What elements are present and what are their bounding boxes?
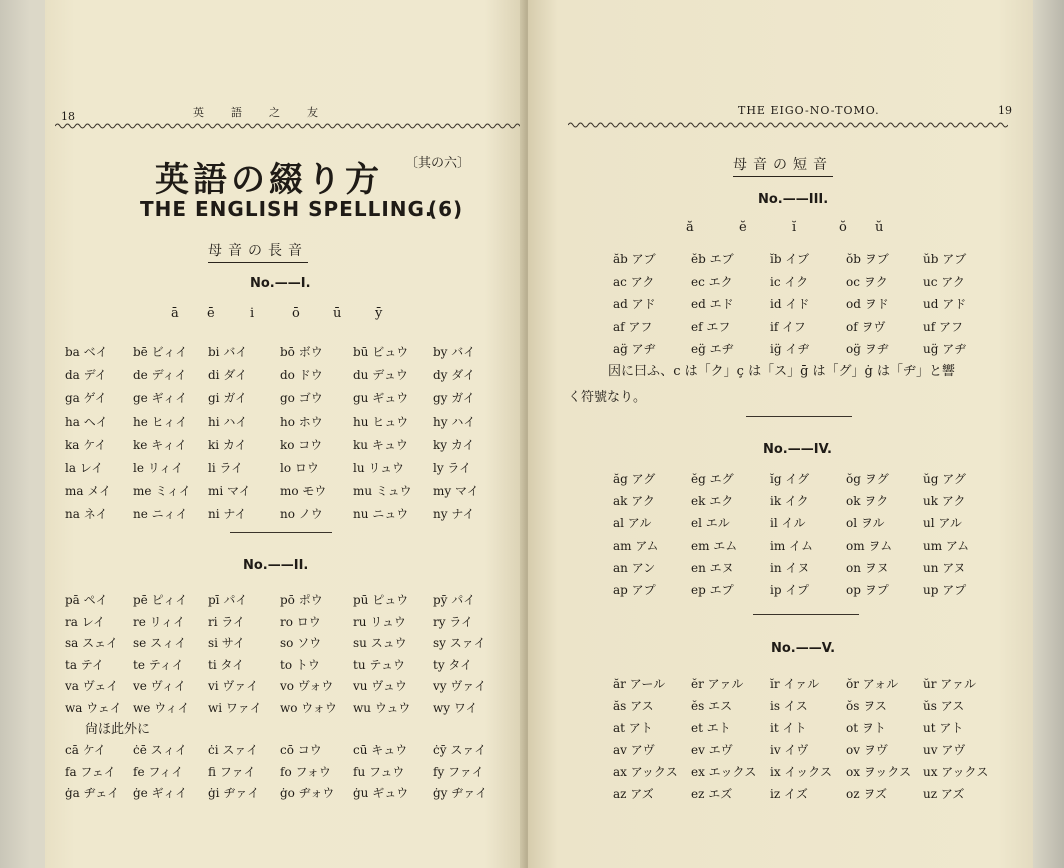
vowel-label: ĕ [739, 220, 747, 235]
syllable-cell: ul アル [923, 516, 962, 531]
syllable-cell: uf アフ [923, 319, 963, 334]
syllable-cell: an アン [613, 560, 656, 575]
syllable-cell: ĕb エブ [691, 252, 734, 266]
note-line-2: く符號なり。 [568, 390, 647, 405]
note-line-1: 因に曰ふ、c は「ク」ç は「ス」ḡ は「グ」ġ は「ヂ」と響 [608, 364, 955, 379]
syllable-cell: ĭr イァル [770, 677, 820, 691]
syllable-cell: mu ミュウ [353, 484, 412, 499]
syllable-cell: se スィイ [133, 636, 187, 650]
syllable-cell: ŏr アォル [846, 677, 899, 691]
syllable-cell: uk アク [923, 494, 966, 509]
title-english-number: (6) [428, 197, 464, 221]
syllable-cell: ud アド [923, 297, 967, 311]
syllable-cell: by バイ [433, 345, 476, 359]
syllable-cell: nu ニュウ [353, 507, 409, 522]
syllable-cell: go ゴウ [280, 391, 323, 406]
syllable-cell: ek エク [691, 494, 734, 509]
syllable-cell: bi バイ [208, 345, 248, 359]
syllable-cell: hu ヒュウ [353, 414, 409, 429]
syllable-cell: hi ハイ [208, 414, 248, 429]
syllable-cell: al アル [613, 516, 652, 531]
syllable-cell: il イル [770, 516, 806, 531]
syllable-cell: gu ギュウ [353, 391, 409, 406]
syllable-cell: tu テュウ [353, 657, 406, 672]
syllable-cell: pī パイ [208, 593, 248, 607]
syllable-cell: um アム [923, 538, 970, 553]
title-part: 〔其の六〕 [405, 156, 471, 171]
syllable-cell: cū キュウ [353, 743, 408, 757]
vowel-label: ŭ [875, 220, 884, 235]
syllable-cell: ŏb ヲブ [846, 252, 889, 266]
syllable-cell: cō コウ [280, 743, 322, 757]
syllable-cell: my マイ [433, 484, 479, 499]
syllable-cell: uz アズ [923, 787, 965, 801]
syllable-cell: is イス [770, 699, 808, 713]
syllable-cell: im イム [770, 538, 814, 553]
syllable-cell: du デュウ [353, 368, 408, 383]
syllable-cell: si サイ [208, 636, 245, 650]
syllable-cell: ut アト [923, 721, 964, 735]
vowel-label: i [250, 306, 255, 321]
syllable-cell: ve ヴィイ [133, 679, 186, 693]
syllable-cell: un アヌ [923, 560, 966, 575]
vowel-label: ū [333, 306, 342, 321]
syllable-cell: ol ヲル [846, 516, 885, 531]
syllable-cell: oc ヲク [846, 274, 888, 289]
syllable-cell: ĕs エス [691, 699, 733, 713]
syllable-cell: in イヌ [770, 560, 810, 575]
syllable-cell: sy スァイ [433, 636, 486, 650]
syllable-cell: pȳ パイ [433, 593, 476, 607]
syllable-cell: up アプ [923, 583, 967, 597]
syllable-cell: ry ライ [433, 614, 473, 629]
syllable-cell: ax アックス [613, 765, 678, 779]
syllable-cell: ip イプ [770, 583, 809, 597]
subheading-short-vowels: 母音の短音 [733, 154, 833, 177]
syllable-cell: of ヲヴ [846, 319, 886, 334]
syllable-cell: ux アックス [923, 765, 989, 779]
syllable-cell: om ヲム [846, 538, 893, 553]
syllable-cell: ic イク [770, 274, 809, 289]
syllable-cell: wu ウュウ [353, 700, 411, 715]
syllable-cell: ov ヲヴ [846, 743, 888, 757]
syllable-cell: ăr アール [613, 677, 666, 691]
syllable-cell: ġu ギュウ [353, 786, 409, 800]
syllable-cell: ġe ギィイ [133, 786, 188, 800]
syllable-cell: ŭr アァル [923, 677, 977, 691]
syllable-cell: ke キィイ [133, 437, 187, 452]
syllable-cell: do ドウ [280, 368, 323, 383]
syllable-cell: fi ファイ [208, 764, 256, 779]
syllable-cell: ha ヘイ [65, 414, 108, 429]
syllable-cell: av アヴ [613, 743, 655, 757]
syllable-cell: ru リュウ [353, 614, 406, 629]
syllable-cell: ap アプ [613, 583, 656, 597]
syllable-cell: ag̈ アヂ [613, 342, 656, 356]
syllable-cell: bē ビィイ [133, 345, 188, 359]
syllable-cell: ăs アス [613, 699, 654, 713]
syllable-cell: ak アク [613, 494, 655, 509]
note-text: 尙ほ此外に [85, 722, 151, 737]
syllable-cell: ox ヲックス [846, 765, 912, 779]
syllable-cell: cā ケイ [65, 743, 106, 757]
syllable-cell: su スュウ [353, 636, 407, 650]
syllable-cell: pē ピィイ [133, 593, 188, 607]
syllable-cell: no ノウ [280, 507, 323, 522]
syllable-cell: ad アド [613, 297, 656, 311]
syllable-cell: ny ナイ [433, 507, 475, 522]
section-heading-5: No.——V. [771, 641, 836, 656]
syllable-cell: ec エク [691, 274, 733, 289]
syllable-cell: le リィイ [133, 461, 184, 475]
syllable-cell: li ライ [208, 461, 244, 475]
left-page [45, 0, 526, 868]
syllable-cell: oz ヲズ [846, 787, 888, 801]
syllable-cell: ho ホウ [280, 414, 323, 429]
syllable-cell: ŏs ヲス [846, 699, 887, 713]
syllable-cell: wa ウェイ [65, 700, 122, 715]
syllable-cell: at アト [613, 721, 653, 735]
syllable-cell: ok ヲク [846, 494, 889, 509]
syllable-cell: ta テイ [65, 657, 104, 672]
syllable-cell: ep エプ [691, 583, 734, 597]
syllable-cell: ot ヲト [846, 721, 886, 735]
syllable-cell: fy ファイ [433, 764, 484, 779]
wavy-rule [55, 122, 525, 130]
vowel-label: ē [207, 306, 215, 321]
syllable-cell: ċi スァイ [208, 743, 259, 757]
syllable-cell: wi ワァイ [208, 700, 262, 715]
divider [753, 614, 859, 615]
vowel-label: ŏ [839, 220, 847, 235]
syllable-cell: lo ロウ [280, 461, 319, 475]
subheading-long-vowels: 母音の長音 [208, 240, 308, 263]
syllable-cell: ev エヴ [691, 743, 733, 757]
syllable-cell: ĭg イグ [770, 472, 810, 486]
syllable-cell: uc アク [923, 274, 965, 289]
syllable-cell: mi マイ [208, 484, 251, 499]
syllable-cell: pō ポウ [280, 593, 323, 607]
syllable-cell: ġi ヂァイ [208, 786, 260, 800]
title-english: THE ENGLISH SPELLING. [140, 197, 434, 221]
syllable-cell: ġy ヂァイ [433, 786, 488, 800]
syllable-cell: ŭg アグ [923, 472, 966, 486]
running-head: 英 語 之 友 [193, 106, 326, 119]
syllable-cell: am アム [613, 538, 659, 553]
syllable-cell: ly ライ [433, 461, 472, 475]
syllable-cell: ŏg ヲグ [846, 472, 889, 486]
syllable-cell: bō ボウ [280, 345, 323, 359]
syllable-cell: az アズ [613, 787, 654, 801]
syllable-cell: ċȳ スァイ [433, 743, 487, 757]
syllable-cell: so ソウ [280, 636, 322, 650]
syllable-cell: we ウィイ [133, 700, 190, 715]
divider [230, 532, 332, 533]
syllable-cell: di ダイ [208, 368, 248, 383]
syllable-cell: ku キュウ [353, 437, 408, 452]
page-number: 19 [998, 104, 1012, 117]
syllable-cell: sa スェイ [65, 636, 119, 650]
syllable-cell: mo モウ [280, 484, 327, 499]
syllable-cell: ky カイ [433, 437, 475, 452]
syllable-cell: vy ヴァイ [433, 679, 487, 693]
syllable-cell: fe フィイ [133, 764, 184, 779]
syllable-cell: ġo ヂォウ [280, 786, 335, 800]
vowel-label: ĭ [792, 220, 797, 235]
syllable-cell: de ディイ [133, 368, 187, 383]
syllable-cell: ef エフ [691, 319, 731, 334]
syllable-cell: ko コウ [280, 437, 323, 452]
syllable-cell: me ミィイ [133, 484, 191, 499]
vowel-label: ā [171, 306, 179, 321]
vowel-label: ă [686, 220, 694, 235]
syllable-cell: et エト [691, 721, 731, 735]
syllable-cell: ri ライ [208, 614, 246, 629]
page-title: 英語の綴り方 [155, 160, 383, 200]
syllable-cell: ra レイ [65, 614, 106, 629]
syllable-cell: ki カイ [208, 437, 247, 452]
syllable-cell: iv イヴ [770, 743, 809, 757]
syllable-cell: og̈ ヲヂ [846, 342, 889, 356]
syllable-cell: ix イックス [770, 765, 833, 779]
syllable-cell: ŭb アブ [923, 252, 967, 266]
section-heading-1: No.——I. [250, 276, 311, 291]
syllable-cell: ge ギィイ [133, 391, 188, 406]
syllable-cell: vo ヴォウ [280, 679, 334, 693]
syllable-cell: iz イズ [770, 787, 808, 801]
syllable-cell: ex エックス [691, 765, 757, 779]
syllable-cell: wy ワイ [433, 700, 478, 715]
syllable-cell: ni ナイ [208, 507, 247, 522]
syllable-cell: ĭb イブ [770, 252, 809, 266]
vowel-label: ō [292, 306, 300, 321]
syllable-cell: vi ヴァイ [208, 679, 259, 693]
syllable-cell: el エル [691, 516, 730, 531]
syllable-cell: ka ケイ [65, 437, 107, 452]
syllable-cell: pū ピュウ [353, 593, 409, 607]
syllable-cell: id イド [770, 297, 810, 311]
syllable-cell: op ヲプ [846, 583, 889, 597]
divider [746, 416, 852, 417]
syllable-cell: ĕg エグ [691, 472, 734, 486]
syllable-cell: ăb アブ [613, 252, 656, 266]
syllable-cell: ez エズ [691, 787, 733, 801]
syllable-cell: od ヲド [846, 297, 889, 311]
syllable-cell: da デイ [65, 368, 107, 383]
syllable-cell: bū ビュウ [353, 345, 409, 359]
syllable-cell: fa フェイ [65, 764, 116, 779]
syllable-cell: ug̈ アヂ [923, 342, 967, 356]
section-heading-4: No.——IV. [763, 442, 832, 457]
syllable-cell: he ヒィイ [133, 414, 188, 429]
syllable-cell: ac アク [613, 274, 655, 289]
syllable-cell: va ヴェイ [65, 679, 119, 693]
syllable-cell: hy ハイ [433, 414, 476, 429]
syllable-cell: ed エド [691, 297, 734, 311]
section-heading-2: No.——II. [243, 558, 309, 573]
page-number: 18 [61, 110, 75, 123]
syllable-cell: lu リュウ [353, 461, 405, 475]
syllable-cell: ba ベイ [65, 345, 108, 359]
syllable-cell: if イフ [770, 319, 806, 334]
syllable-cell: re リィイ [133, 614, 186, 629]
syllable-cell: ro ロウ [280, 614, 321, 629]
syllable-cell: to トウ [280, 657, 320, 672]
syllable-cell: eg̈ エヂ [691, 342, 734, 356]
syllable-cell: la レイ [65, 461, 104, 475]
syllable-cell: en エヌ [691, 560, 734, 575]
syllable-cell: fu フュウ [353, 764, 405, 779]
section-heading-3: No.——III. [758, 192, 829, 207]
syllable-cell: na ネイ [65, 507, 108, 522]
syllable-cell: ti タイ [208, 657, 245, 672]
right-page [528, 0, 1033, 868]
syllable-cell: gy ガイ [433, 391, 475, 406]
running-head: THE EIGO-NO-TOMO. [738, 104, 880, 117]
syllable-cell: te ティイ [133, 657, 184, 672]
syllable-cell: ne ニィイ [133, 507, 188, 522]
syllable-cell: pā ペイ [65, 593, 108, 607]
syllable-cell: ăg アグ [613, 472, 656, 486]
syllable-cell: af アフ [613, 319, 653, 334]
syllable-cell: em エム [691, 538, 738, 553]
syllable-cell: ga ゲイ [65, 391, 107, 406]
syllable-cell: ġa ヂェイ [65, 786, 120, 800]
syllable-cell: gi ガイ [208, 391, 247, 406]
syllable-cell: vu ヴュウ [353, 679, 407, 693]
syllable-cell: it イト [770, 721, 807, 735]
wavy-rule [568, 121, 1008, 129]
syllable-cell: wo ウォウ [280, 700, 337, 715]
syllable-cell: ik イク [770, 494, 809, 509]
syllable-cell: ma メイ [65, 484, 112, 499]
syllable-cell: uv アヴ [923, 743, 966, 757]
syllable-cell: fo フォウ [280, 764, 331, 779]
syllable-cell: ŭs アス [923, 699, 965, 713]
syllable-cell: ĕr アァル [691, 677, 744, 691]
syllable-cell: ty タイ [433, 657, 473, 672]
syllable-cell: ig̈ イヂ [770, 342, 810, 356]
syllable-cell: on ヲヌ [846, 560, 889, 575]
syllable-cell: ċē スィイ [133, 743, 187, 757]
syllable-cell: dy ダイ [433, 368, 476, 383]
vowel-label: ȳ [375, 306, 383, 321]
